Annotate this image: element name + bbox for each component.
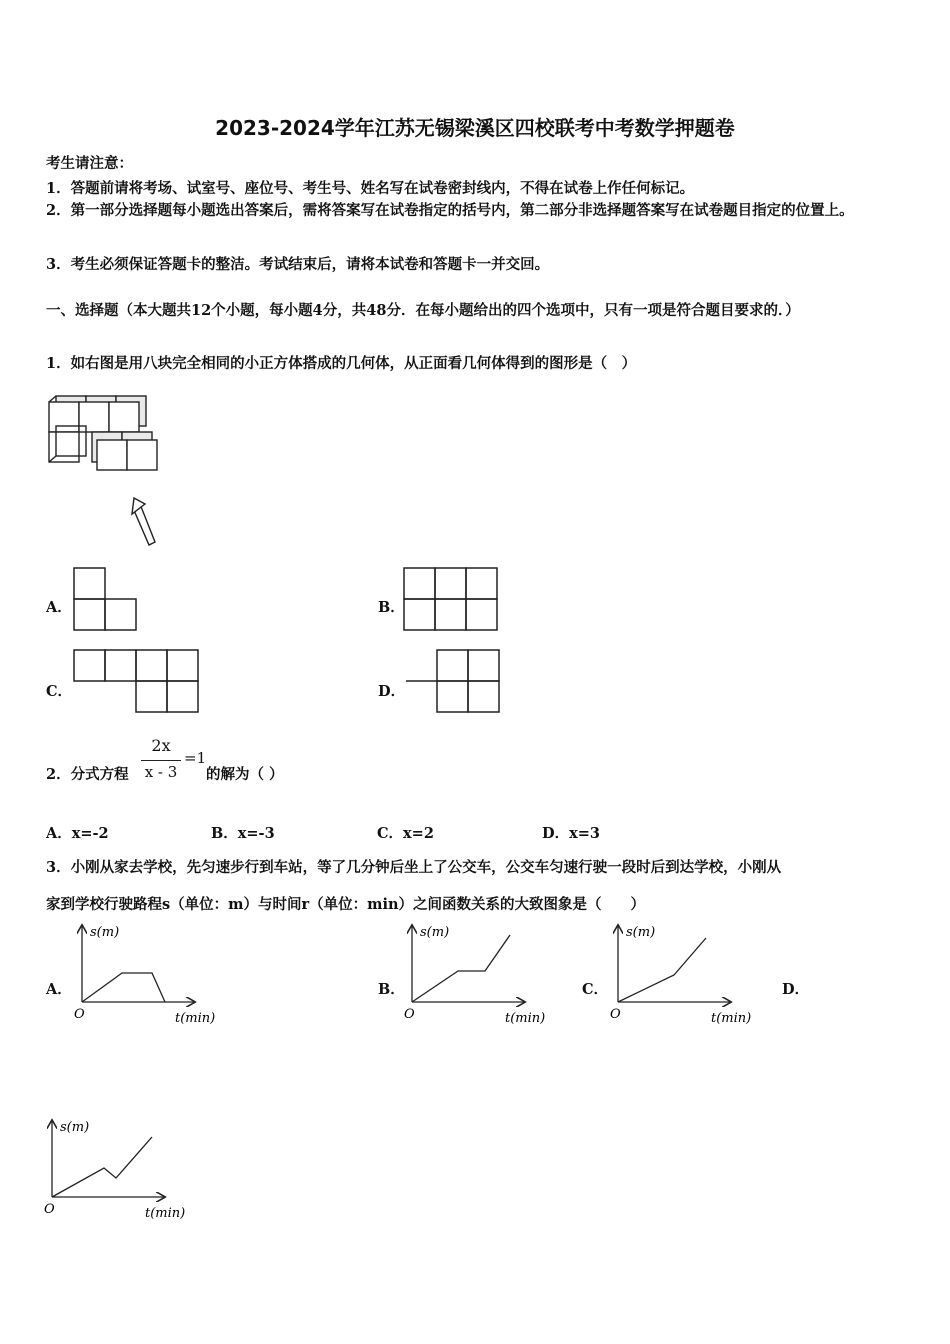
q3-c-origin-label: O (610, 1007, 621, 1022)
q3-d-origin-label: O (44, 1202, 55, 1217)
q3-d-x-axis-label: t(min) (145, 1206, 186, 1221)
q3-option-d-graph (40, 1115, 200, 1225)
notice-item-1: 1．答题前请将考场、试室号、座位号、考生号、姓名写在试卷密封线内，不得在试卷上作任何标记。 (46, 180, 695, 197)
notice-heading: 考生请注意： (46, 155, 133, 172)
question-3-line-2: 家到学校行驶路程s（单位：m）与时间r（单位：min）之间函数关系的大致图象是（ ） (46, 896, 646, 913)
q3-a-y-axis-label: s(m) (90, 925, 120, 940)
q3-b-x-axis-label: t(min) (505, 1011, 546, 1026)
q2-option-b: B．x=-3 (211, 825, 275, 842)
q3-d-y-axis-label: s(m) (60, 1120, 90, 1135)
question-1-stem: 1．如右图是用八块完全相同的小正方体搭成的几何体，从正面看几何体得到的图形是（ ） (46, 355, 637, 372)
q1-option-d-label: D． (378, 683, 406, 700)
q3-option-a-label: A． (46, 981, 72, 998)
q3-option-b-label: B． (378, 981, 405, 998)
q1-option-a-label: A． (46, 599, 72, 616)
q2-option-d: D．x=3 (542, 825, 600, 842)
q3-b-y-axis-label: s(m) (420, 925, 450, 940)
section-heading: 一、选择题（本大题共12个小题，每小题4分，共48分．在每小题给出的四个选项中，只有一项是符合题目要求的．） (46, 302, 800, 319)
q3-a-x-axis-label: t(min) (175, 1011, 216, 1026)
q2-numerator: 2x (151, 736, 171, 755)
question-2-suffix: 的解为（ ） (206, 766, 284, 783)
q1-option-c-label: C． (46, 683, 73, 700)
q1-option-a-figure (72, 566, 142, 634)
cube-figure (44, 390, 174, 550)
q3-c-x-axis-label: t(min) (711, 1011, 752, 1026)
notice-item-3: 3．考生必须保证答题卡的整洁。考试结束后，请将本试卷和答题卡一并交回。 (46, 256, 550, 273)
q3-option-c-label: C． (582, 981, 609, 998)
q3-option-d-label: D． (782, 981, 810, 998)
q2-denominator: x - 3 (144, 763, 178, 781)
q3-option-c-graph (606, 920, 766, 1030)
q1-option-c-figure (72, 648, 204, 716)
q2-option-a: A．x=-2 (46, 825, 109, 842)
question-3-line-1: 3．小刚从家去学校，先匀速步行到车站，等了几分钟后坐上了公交车，公交车匀速行驶一段时后到达学校，小刚从 (46, 859, 782, 876)
q1-option-d-figure (404, 648, 504, 716)
q3-c-y-axis-label: s(m) (626, 925, 656, 940)
question-2-prefix: 2．分式方程 (46, 766, 129, 783)
q2-fraction-bar (141, 760, 181, 761)
page-title: 2023-2024学年江苏无锡梁溪区四校联考中考数学押题卷 (215, 116, 735, 140)
q2-equals: =1 (184, 749, 207, 767)
q1-option-b-label: B． (378, 599, 405, 616)
q2-option-c: C．x=2 (377, 825, 434, 842)
view-direction-arrow-icon (132, 498, 155, 545)
q1-option-b-figure (402, 566, 502, 634)
q3-option-a-graph (70, 920, 230, 1030)
q3-option-b-graph (400, 920, 560, 1030)
q3-a-origin-label: O (74, 1007, 85, 1022)
notice-item-2: 2．第一部分选择题每小题选出答案后，需将答案写在试卷指定的括号内，第二部分非选择题答案写在试卷题目指定的位置上。 (46, 202, 854, 219)
q3-b-origin-label: O (404, 1007, 415, 1022)
